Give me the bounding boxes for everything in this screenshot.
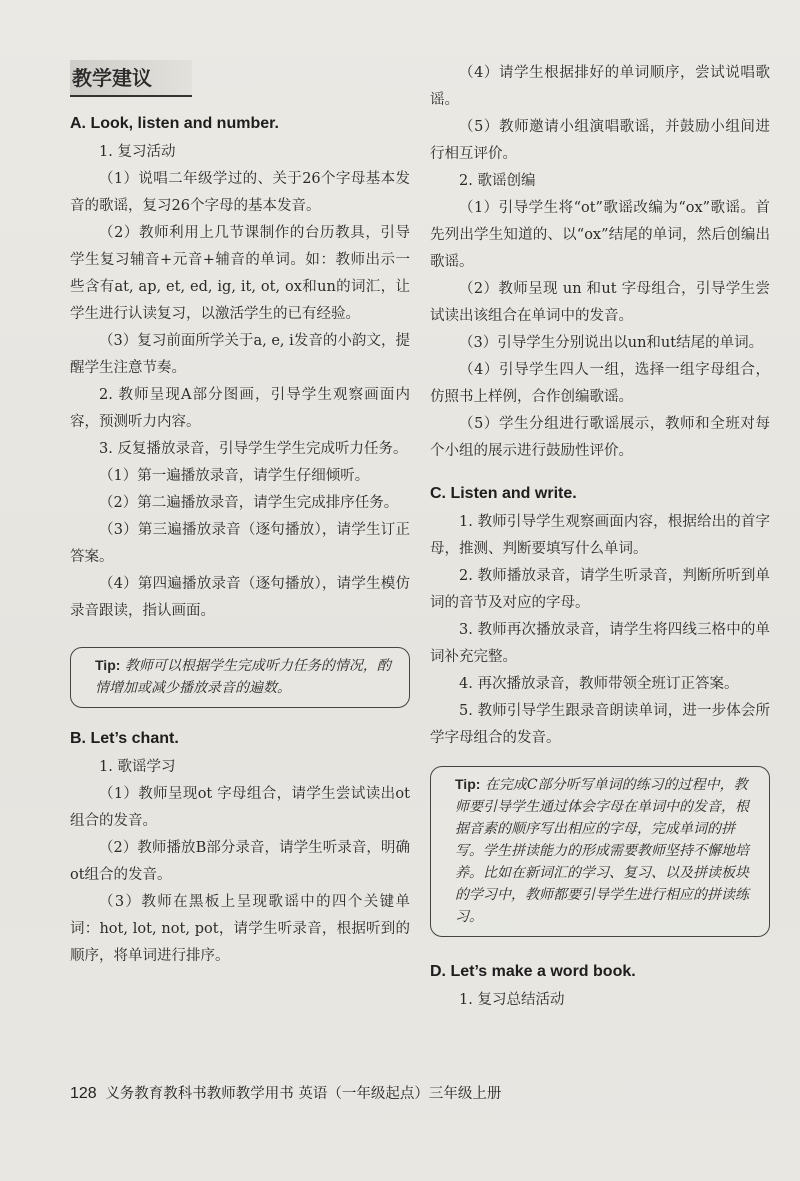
- chant-para: （2）教师呈现 un 和ut 字母组合，引导学生尝试读出该组合在单词中的发音。: [430, 281, 770, 324]
- section-d-heading: D. Let’s make a word book.: [430, 963, 636, 980]
- chant-para: （1）引导学生将“ot”歌谣改编为“ox”歌谣。首先列出学生知道的、以“ox”结尾的单词，然后创编出歌谣。: [430, 200, 770, 270]
- section-c-para: 4. 再次播放录音，教师带领全班订正答案。: [459, 676, 739, 692]
- chant-para: 2. 歌谣创编: [459, 173, 536, 189]
- tip-label: Tip:: [95, 657, 121, 673]
- spacer: [430, 937, 770, 963]
- chant-para: （4）引导学生四人一组，选择一组字母组合，仿照书上样例，合作创编歌谣。: [430, 362, 770, 405]
- chant-para: （5）教师邀请小组演唱歌谣，并鼓励小组间进行相互评价。: [430, 119, 770, 162]
- section-b-para: （1）教师呈现ot 字母组合，请学生尝试读出ot组合的发音。: [70, 786, 410, 829]
- section-a-para: （2）教师利用上几节课制作的台历教具，引导学生复习辅音+元音+辅音的单词。如：教师出示一些含有at, ap, et, ed, ig, it, ot, ox和un的词汇，让学生进行认读复习，以激活学生的已有经验。: [70, 225, 410, 322]
- page-number: 128: [70, 1085, 97, 1102]
- section-c-para: 3. 教师再次播放录音，请学生将四线三格中的单词补充完整。: [430, 622, 770, 665]
- section-a-para: 3. 反复播放录音，引导学生学生完成听力任务。: [99, 441, 408, 457]
- tip-label: Tip:: [455, 776, 481, 792]
- footer-text: 义务教育教科书教师教学用书 英语（一年级起点）三年级上册: [105, 1086, 502, 1102]
- tip-text: 教师可以根据学生完成听力任务的情况，酌情增加或减少播放录音的遍数。: [95, 658, 391, 696]
- section-a-para: （2）第二遍播放录音，请学生完成排序任务。: [99, 495, 399, 511]
- chant-para: （3）引导学生分别说出以un和ut结尾的单词。: [459, 335, 764, 351]
- section-a-para: （3）复习前面所学关于a, e, i发音的小韵文，提醒学生注意节奏。: [70, 333, 410, 376]
- section-a-heading: A. Look, listen and number.: [70, 115, 279, 132]
- section-c-para: 5. 教师引导学生跟录音朗读单词，进一步体会所学字母组合的发音。: [430, 703, 770, 746]
- spacer: [70, 708, 410, 730]
- section-c-para: 1. 教师引导学生观察画面内容，根据给出的首字母，推测、判断要填写什么单词。: [430, 514, 770, 557]
- tip-box: [70, 647, 410, 708]
- page-footer: [70, 1082, 501, 1103]
- section-c-para: 2. 教师播放录音，请学生听录音，判断所听到单词的音节及对应的字母。: [430, 568, 770, 611]
- section-a-para: 1. 复习活动: [99, 144, 176, 160]
- section-d-para: 1. 复习总结活动: [459, 992, 565, 1008]
- chant-para: （5）学生分组进行歌谣展示，教师和全班对每个小组的展示进行鼓励性评价。: [430, 416, 770, 459]
- section-a-para: （3）第三遍播放录音（逐句播放），请学生订正答案。: [70, 522, 410, 565]
- section-b-para: （2）教师播放B部分录音，请学生听录音，明确ot组合的发音。: [70, 840, 410, 883]
- right-column: [430, 60, 770, 1014]
- section-b-para: 1. 歌谣学习: [99, 759, 176, 775]
- spacer: [70, 625, 410, 647]
- tip-box: [430, 766, 770, 937]
- section-a-para: 2. 教师呈现A部分图画，引导学生观察画面内容，预测听力内容。: [70, 387, 410, 430]
- section-b-para: （3）教师在黑板上呈现歌谣中的四个关键单词：hot, lot, not, pot，请学生听录音，根据听到的顺序，将单词进行排序。: [70, 894, 410, 964]
- spacer: [430, 465, 770, 485]
- section-a-para: （4）第四遍播放录音（逐句播放），请学生模仿录音跟读，指认画面。: [70, 576, 410, 619]
- chant-para: （4）请学生根据排好的单词顺序，尝试说唱歌谣。: [430, 65, 770, 108]
- page-title: 教学建议: [70, 60, 192, 97]
- left-column: [70, 60, 410, 970]
- tip-text: 在完成C部分听写单词的练习的过程中，教师要引导学生通过体会字母在单词中的发音，根据音素的顺序写出相应的字母，完成单词的拼写。学生拼读能力的形成需要教师坚持不懈地培养。比如在新词汇的学习、复习、以及拼读板块的学习中，教师都要引导学生进行相应的拼读练习。: [455, 777, 749, 925]
- spacer: [430, 752, 770, 766]
- section-c-heading: C. Listen and write.: [430, 485, 577, 502]
- section-a-para: （1）说唱二年级学过的、关于26个字母基本发音的歌谣，复习26个字母的基本发音。: [70, 171, 410, 214]
- section-b-heading: B. Let’s chant.: [70, 730, 179, 747]
- section-a-para: （1）第一遍播放录音，请学生仔细倾听。: [99, 468, 370, 484]
